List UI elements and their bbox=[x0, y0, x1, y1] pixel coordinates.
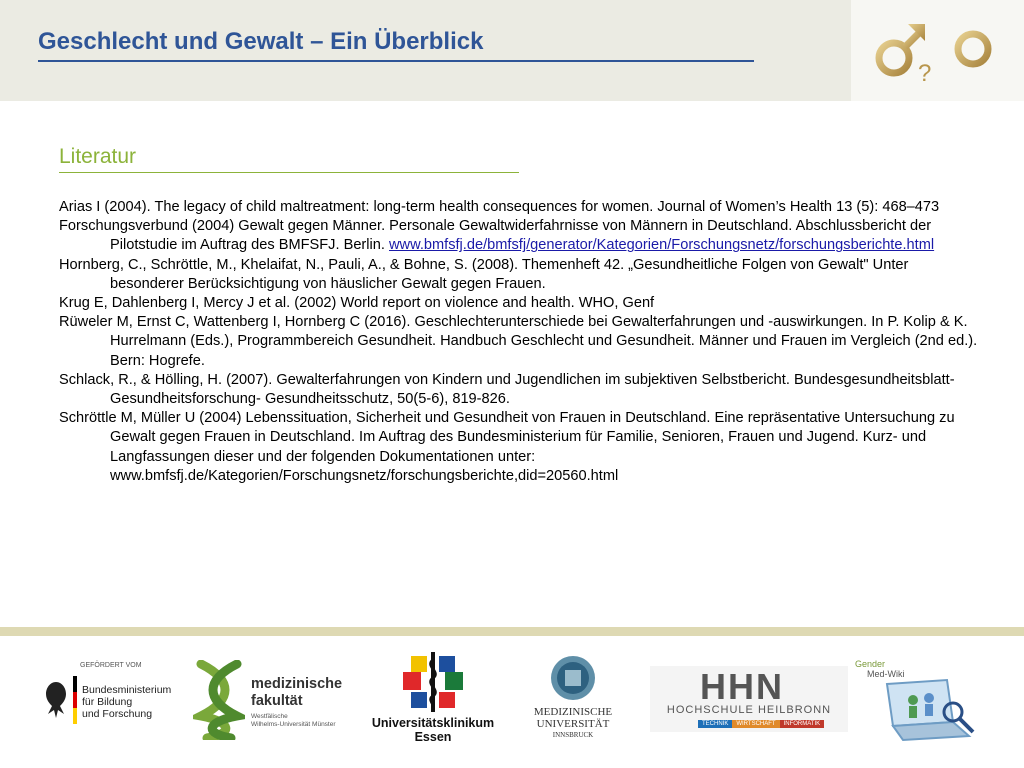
med-fak-sub2: Wilhelms-Universität Münster bbox=[251, 721, 336, 728]
med-fak-line2: fakultät bbox=[251, 693, 303, 709]
med-fakultaet-logo bbox=[193, 658, 353, 743]
bmbf-line3: und Forschung bbox=[82, 708, 153, 720]
innsbruck-line3: INNSBRUCK bbox=[552, 731, 594, 739]
reference-item: Schlack, R., & Hölling, H. (2007). Gewalterfahrungen von Kindern und Jugendlichen im subjektiven Selbstbericht. Bundesgesundheitsblatt-Gesundheitsforschung- Gesundheitsschutz, 50(5-6), 819-826. bbox=[59, 371, 955, 408]
reference-item: Rüweler M, Ernst C, Wattenberg I, Hornberg C (2016). Geschlechterunterschiede bei Gewalterfahrungen und -auswirkungen. In P. Kolip & K. Hurrelmann (Eds.), Programmbereich Gesundheit. Handbuch Geschlecht und Gesundheit. Männer und Frauen im Vergleich (2nd ed.). Bern: Hogrefe. bbox=[59, 314, 978, 369]
innsbruck-logo bbox=[523, 654, 623, 746]
hhn-mark: HHN bbox=[700, 666, 784, 707]
hhn-name: HOCHSCHULE HEILBRONN bbox=[666, 704, 832, 716]
title-underline bbox=[38, 60, 754, 62]
slide-title: Geschlecht und Gewalt – Ein Überblick bbox=[38, 28, 484, 55]
innsbruck-line2: UNIVERSITÄT bbox=[536, 718, 610, 730]
reference-item: Forschungsverbund (2004) Gewalt gegen Männer. Personale Gewaltwiderfahrnisse von Männern in Deutschland. Abschlussbericht der Pilotstudie im Auftrag des BMFSFJ. Berlin. www.bmfsfj.de/bmfsfj/generator/Kategorien/Forschungsnetz/forschungsberichte.html bbox=[59, 218, 935, 254]
university-seal-icon bbox=[549, 654, 597, 702]
staff-of-asclepius-icon bbox=[399, 650, 467, 714]
eagle-icon bbox=[42, 678, 70, 722]
uk-essen-line2: Essen bbox=[414, 730, 452, 744]
med-fak-line1: medizinische bbox=[251, 676, 343, 692]
laptop-magnifier-icon bbox=[873, 678, 985, 742]
female-symbol-icon bbox=[958, 34, 988, 94]
reference-item: Schröttle M, Müller U (2004) Lebenssituation, Sicherheit und Gesundheit von Frauen in Deutschland. Eine repräsentative Untersuchung zu Gewalt gegen Frauen in Deutschland. Im Auftrag des Bundesministerium für Familie, Senioren, Frauen und Jugend. Kurz- und Langfassungen dieser und der folgenden Dokumentationen unter: www.bmfsfj.de/Kategorien/Forschungsnetz/forschungsberichte,did=20560.html bbox=[59, 410, 955, 484]
reference-item: Krug E, Dahlenberg I, Mercy J et al. (2002) World report on violence and health. WHO, Genf bbox=[59, 295, 655, 312]
gendermed-line2: Med-Wiki bbox=[867, 669, 905, 679]
uk-essen-logo bbox=[368, 650, 498, 745]
footer-band bbox=[0, 627, 1024, 636]
reference-list bbox=[59, 198, 979, 486]
gendermed-line1: Gender bbox=[855, 659, 886, 669]
dna-helix-icon bbox=[193, 660, 245, 740]
bmbf-logo bbox=[40, 658, 175, 738]
innsbruck-line1: MEDIZINISCHE bbox=[533, 706, 613, 718]
bmbf-line1: Bundesministerium bbox=[82, 684, 172, 696]
uk-essen-line1: Universitätsklinikum bbox=[371, 716, 495, 730]
hhn-logo bbox=[650, 666, 848, 732]
german-flag-icon bbox=[73, 676, 77, 724]
section-heading: Literatur bbox=[59, 145, 137, 168]
hhn-tag: INFORMATIK bbox=[780, 720, 825, 728]
reference-item: Hornberg, C., Schröttle, M., Khelaifat, N., Pauli, A., & Bohne, S. (2008). Themenheft 42. „Gesundheitliche Folgen von Gewalt" Unter besonderer Berücksichtigung von häuslicher Gewalt gegen Frauen. bbox=[59, 256, 909, 292]
section-underline bbox=[59, 172, 519, 173]
bmbf-line2: für Bildung bbox=[82, 696, 133, 708]
hhn-tag: WIRTSCHAFT bbox=[732, 720, 779, 728]
reference-link[interactable]: www.bmfsfj.de/bmfsfj/generator/Kategorien/Forschungsnetz/forschungsberichte.html bbox=[389, 237, 935, 254]
sponsor-label: GEFÖRDERT VOM bbox=[80, 662, 142, 669]
gender-symbols-icon bbox=[868, 14, 1018, 100]
med-fak-sub1: Westfälische bbox=[251, 713, 288, 720]
question-mark-glyph: ? bbox=[918, 60, 932, 87]
reference-item: Arias I (2004). The legacy of child maltreatment: long-term health consequences for women. Journal of Women’s Health 13 (5): 468–473 bbox=[59, 199, 940, 215]
hhn-tag-bar bbox=[698, 720, 824, 728]
hhn-tag: TECHNIK bbox=[698, 720, 732, 728]
gendermed-wiki-logo bbox=[853, 660, 993, 744]
